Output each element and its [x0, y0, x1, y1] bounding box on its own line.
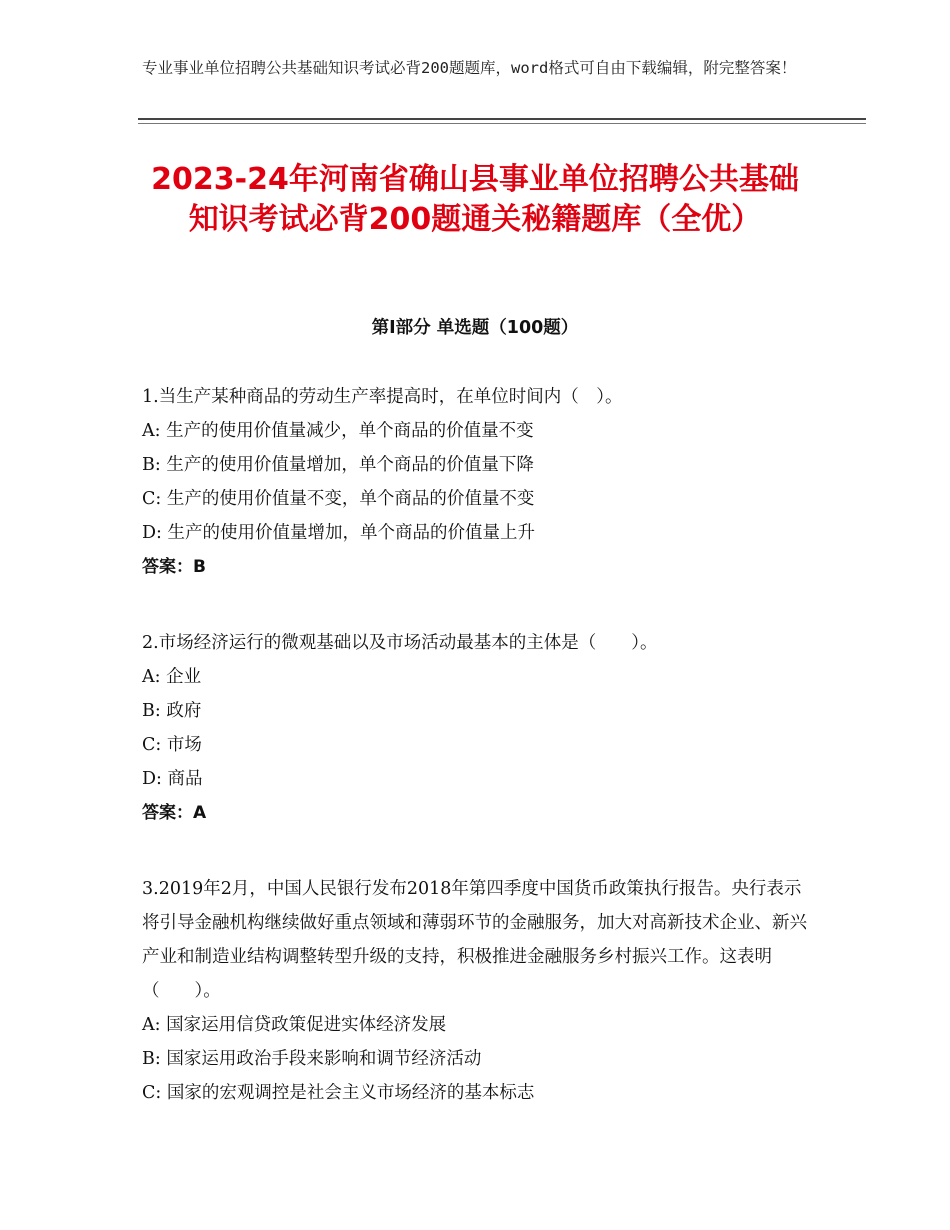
- option-d: D: 生产的使用价值量增加，单个商品的价值量上升: [142, 523, 535, 543]
- header-rule-thin: [138, 123, 866, 124]
- question-stem: 2.市场经济运行的微观基础以及市场活动最基本的主体是（ ）。: [142, 633, 658, 653]
- question-list: [142, 380, 812, 1152]
- question-stem: 3.2019年2月，中国人民银行发布2018年第四季度中国货币政策执行报告。央行表示将引导金融机构继续做好重点领域和薄弱环节的金融服务，加大对高新技术企业、新兴产业和制造业结构调整转型升级的支持，积极推进金融服务乡村振兴工作。这表明（ ）。: [142, 879, 807, 1001]
- option-b: B: 生产的使用价值量增加，单个商品的价值量下降: [142, 455, 534, 475]
- answer-line: 答案：B: [142, 557, 206, 577]
- question-3: [142, 872, 812, 1110]
- answer-line: 答案：A: [142, 803, 207, 823]
- option-c: C: 生产的使用价值量不变，单个商品的价值量不变: [142, 489, 535, 509]
- option-c: C: 市场: [142, 735, 202, 755]
- option-b: B: 国家运用政治手段来影响和调节经济活动: [142, 1049, 482, 1069]
- question-2: [142, 626, 812, 830]
- option-b: B: 政府: [142, 701, 202, 721]
- question-1: [142, 380, 812, 584]
- header-note: 专业事业单位招聘公共基础知识考试必背200题题库，word格式可自由下载编辑，附完整答案！: [142, 59, 797, 77]
- section-heading: 第I部分 单选题（100题）: [371, 318, 579, 338]
- option-a: A: 国家运用信贷政策促进实体经济发展: [142, 1015, 447, 1035]
- option-a: A: 生产的使用价值量减少，单个商品的价值量不变: [142, 421, 534, 441]
- document-title: 2023-24年河南省确山县事业单位招聘公共基础知识考试必背200题通关秘籍题库（全优）: [151, 162, 799, 237]
- header-rule-thick: [138, 118, 866, 120]
- option-a: A: 企业: [142, 667, 202, 687]
- option-c: C: 国家的宏观调控是社会主义市场经济的基本标志: [142, 1083, 535, 1103]
- question-stem: 1.当生产某种商品的劳动生产率提高时，在单位时间内（ ）。: [142, 387, 623, 407]
- option-d: D: 商品: [142, 769, 203, 789]
